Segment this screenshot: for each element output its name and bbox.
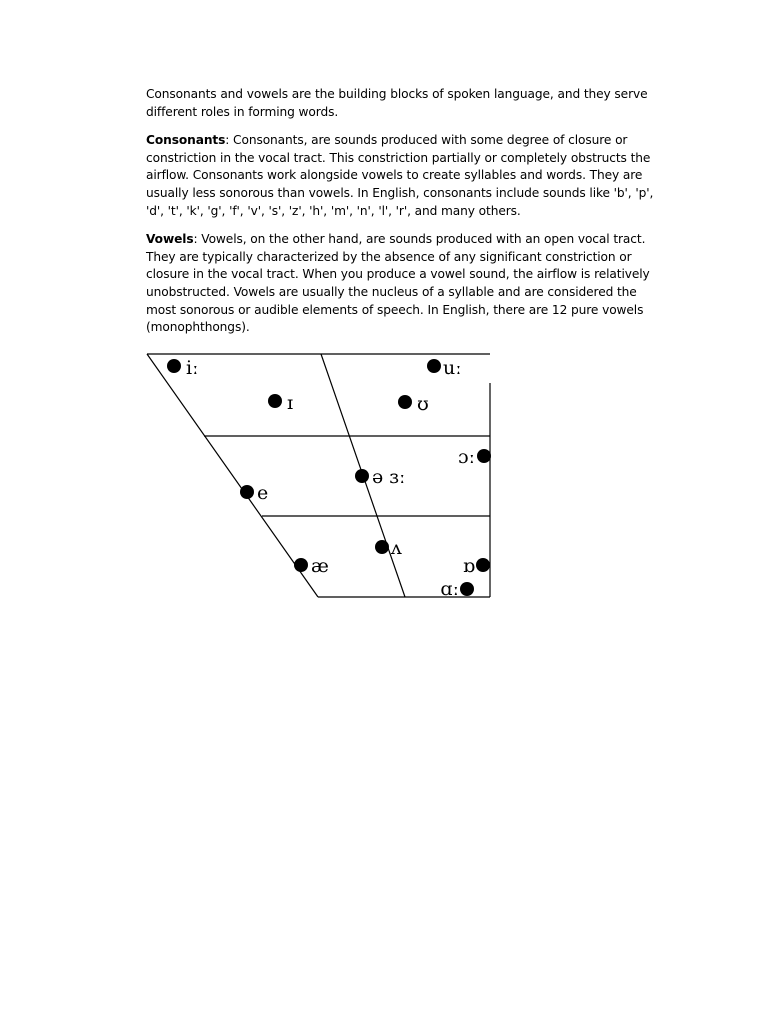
intro-paragraph: Consonants and vowels are the building blocks of spoken language, and they serve different roles in forming words. (146, 87, 648, 119)
vowel-dot-o-long (477, 449, 491, 463)
vowel-dot-u-long (427, 359, 441, 373)
vowel-dot-a-long (460, 582, 474, 596)
vowels-description: : Vowels, on the other hand, are sounds produced with an open vocal tract. They are typically characterized by the absence of any significant constriction or closure in the vocal tract. When you produce a vowel sound, the airflow is relatively unobstructed. Vowels are usually the nucleus of a syllable and are considered the most sonorous or audible elements of speech. In English, there are 12 pure vowels (monophthongs). (146, 232, 650, 335)
vowel-dot-u-short (398, 395, 412, 409)
vowel-dot-e (240, 485, 254, 499)
vowel-dot-i-short (268, 394, 282, 408)
vowel-symbol-ae: æ (311, 555, 329, 577)
vowel-dot-i-long (167, 359, 181, 373)
vowel-symbol-wedge: ʌ (391, 537, 402, 559)
vowel-symbol-schwa-er: ə ɜː (372, 466, 406, 488)
vowel-symbol-u-long: uː (443, 357, 462, 379)
vowel-symbol-i-long: iː (186, 357, 199, 379)
vowel-symbol-e: e (257, 482, 269, 504)
vowel-symbol-u-short: ʊ (417, 393, 429, 415)
chart-left-edge (147, 354, 318, 597)
consonants-description: : Consonants, are sounds produced with some degree of closure or constriction in the vocal tract. This constriction partially or completely obstructs the airflow. Consonants work alongside vowels to create syllables and words. They are usually less sonorous than vowels. In English, consonants include sounds like 'b', 'p', 'd', 't', 'k', 'g', 'f', 'v', 's', 'z', 'h', 'm', 'n', 'l', 'r', and many others. (146, 133, 654, 218)
vowel-dot-ae (294, 558, 308, 572)
vowel-symbol-o-short: ɒ (462, 555, 475, 577)
vowel-dot-o-short (476, 558, 490, 572)
vowel-symbol-i-short: ɪ (287, 392, 294, 414)
vowels-term: Vowels (146, 232, 194, 247)
consonants-term: Consonants (146, 133, 226, 148)
vowel-dot-wedge (375, 540, 389, 554)
vowel-dot-schwa (355, 469, 369, 483)
vowel-symbol-a-long: ɑː (440, 578, 459, 600)
vowel-symbol-o-long: ɔː (457, 446, 475, 468)
